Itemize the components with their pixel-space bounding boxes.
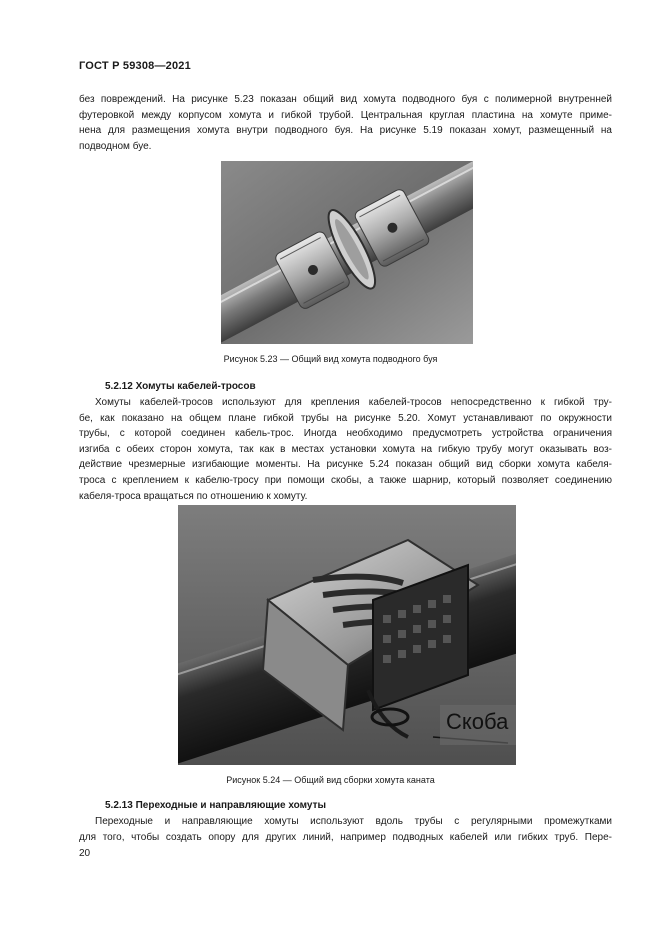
intro-paragraph [79, 92, 612, 154]
text-line: трубы, с которой соединен кабель-трос. Иногда необходимо предусмотреть устройства ограничения [79, 428, 612, 440]
shackle-label: Скоба [446, 709, 509, 734]
figure-caption: Рисунок 5.24 — Общий вид сборки хомута каната [226, 775, 435, 785]
page-number: 20 [79, 848, 91, 859]
figure-cable-clamp-photo [178, 505, 516, 765]
document-header: ГОСТ Р 59308—2021 [79, 60, 191, 72]
text-line: подводном буе. [79, 140, 152, 152]
text-line: изгиба с обеих сторон хомута, так как в местах установки хомута на гибкую трубу могут оказывать воз- [79, 443, 612, 455]
section-title: 5.2.13 Переходные и направляющие хомуты [105, 800, 327, 811]
buoy-clamp-illustration [221, 161, 473, 344]
cable-clamps-paragraph [79, 395, 612, 504]
text-line: без повреждений. На рисунке 5.23 показан общий вид хомута подводного буя с полимерной внутренней [79, 94, 612, 105]
text-line: футеровкой между корпусом хомута и гибкой трубой. Центральная круглая пластина на хомуте приме- [79, 109, 612, 121]
text-line: нена для размещения хомута внутри подводного буя. На рисунке 5.19 показан хомут, размещенный на [79, 125, 612, 137]
figure-buoy-clamp-photo [221, 161, 473, 344]
text-line: кабеля-троса вращаться по отношению к хомуту. [79, 490, 308, 502]
text-line: бе, как показано на общем плане гибкой трубы на рисунке 5.20. Хомут устанавливают по окружности [79, 412, 612, 424]
section-title: 5.2.12 Хомуты кабелей-тросов [105, 381, 256, 392]
text-line: Переходные и направляющие хомуты используют вдоль трубы с регулярными промежутками [95, 816, 612, 827]
text-line: троса с креплением к кабелю-тросу при помощи скобы, а также шарнир, который позволяет соединению [79, 474, 612, 486]
text-line: для того, чтобы создать опору для других линий, например подводных кабелей или гибких труб. Пере- [79, 831, 612, 843]
text-line: Хомуты кабелей-тросов используют для крепления кабелей-тросов непосредственно к гибкой тру- [95, 397, 612, 408]
transition-clamps-paragraph [79, 814, 612, 845]
figure-caption: Рисунок 5.23 — Общий вид хомута подводного буя [223, 354, 438, 364]
text-line: действие чрезмерные изгибающие моменты. На рисунке 5.24 показан общий вид сборки хомута кабеля- [79, 459, 612, 471]
